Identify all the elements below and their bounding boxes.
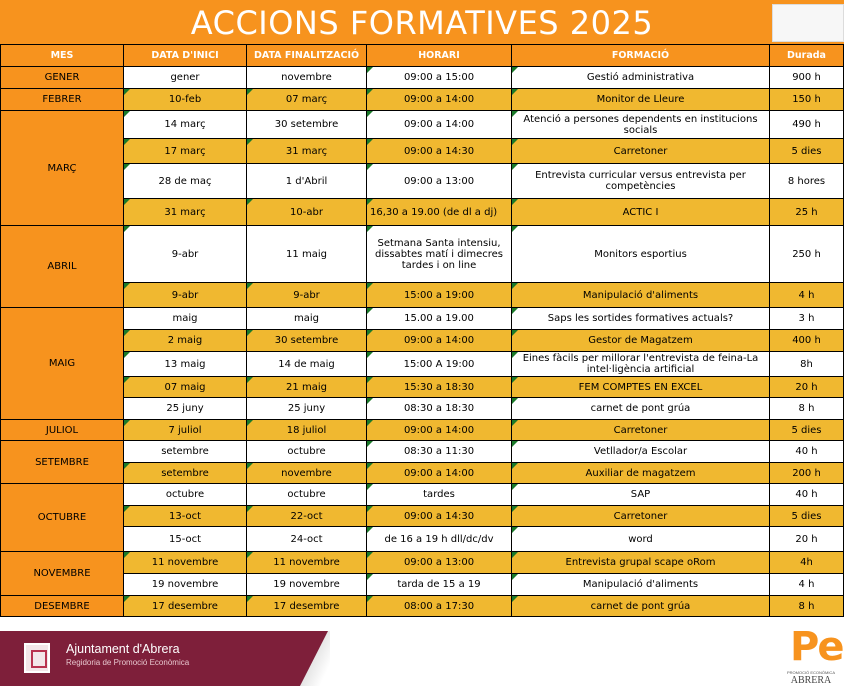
header-formacio: FORMACIÓ (512, 45, 770, 67)
table-row (1, 111, 844, 139)
start-date: 9-abr (124, 283, 247, 308)
schedule: 09:00 a 14:00 (367, 330, 512, 352)
coat-of-arms-icon (24, 643, 50, 673)
duration: 8 h (770, 596, 844, 617)
logo-city: ABRERA (790, 675, 832, 686)
schedule: 09:00 a 14:00 (367, 89, 512, 111)
month-label: MARÇ (1, 111, 124, 226)
duration: 4h (770, 552, 844, 574)
course-name: FEM COMPTES EN EXCEL (512, 377, 770, 398)
table-row (1, 377, 844, 398)
duration: 900 h (770, 67, 844, 89)
month-label: NOVEMBRE (1, 552, 124, 596)
course-name: Carretoner (512, 139, 770, 164)
logo-subtitle: PROMOCIÓ ECONÒMICA (786, 670, 835, 675)
table-row (1, 308, 844, 330)
schedule: tardes (367, 484, 512, 506)
schedule: 15:30 a 18:30 (367, 377, 512, 398)
duration: 3 h (770, 308, 844, 330)
start-date: 15-oct (124, 527, 247, 552)
start-date: setembre (124, 463, 247, 484)
table-row (1, 330, 844, 352)
end-date: 17 desembre (247, 596, 367, 617)
schedule: 08:00 a 17:30 (367, 596, 512, 617)
organization-name: Ajuntament d'Abrera (66, 642, 180, 656)
end-date: 24-oct (247, 527, 367, 552)
start-date: 25 juny (124, 398, 247, 420)
footer-banner-tip (300, 631, 328, 686)
month-label: JULIOL (1, 420, 124, 441)
table-row (1, 420, 844, 441)
start-date: setembre (124, 441, 247, 463)
header-data-finalitzacio: DATA FINALITZACIÓ (247, 45, 367, 67)
schedule: 09:00 a 15:00 (367, 67, 512, 89)
schedule: 09:00 a 14:00 (367, 463, 512, 484)
schedule: 09:00 a 13:00 (367, 164, 512, 199)
end-date: 22-oct (247, 506, 367, 527)
month-label: ABRIL (1, 226, 124, 308)
course-name: SAP (512, 484, 770, 506)
start-date: 28 de maç (124, 164, 247, 199)
month-label: FEBRER (1, 89, 124, 111)
start-date: 07 maig (124, 377, 247, 398)
start-date: 19 novembre (124, 574, 247, 596)
start-date: 11 novembre (124, 552, 247, 574)
header-mes: MES (1, 45, 124, 67)
start-date: 9-abr (124, 226, 247, 283)
end-date: maig (247, 308, 367, 330)
table-row (1, 283, 844, 308)
start-date: 13 maig (124, 352, 247, 377)
end-date: octubre (247, 441, 367, 463)
schedule: de 16 a 19 h dll/dc/dv (367, 527, 512, 552)
duration: 20 h (770, 377, 844, 398)
table-row (1, 463, 844, 484)
schedule: 09:00 a 13:00 (367, 552, 512, 574)
end-date: 30 setembre (247, 330, 367, 352)
duration: 8 hores (770, 164, 844, 199)
table-row (1, 67, 844, 89)
course-name: word (512, 527, 770, 552)
schedule: 08:30 a 18:30 (367, 398, 512, 420)
schedule: 09:00 a 14:30 (367, 139, 512, 164)
course-name: Entrevista grupal scape oRom (512, 552, 770, 574)
duration: 8h (770, 352, 844, 377)
course-name: Monitor de Lleure (512, 89, 770, 111)
duration: 250 h (770, 226, 844, 283)
month-label: SETEMBRE (1, 441, 124, 484)
end-date: octubre (247, 484, 367, 506)
end-date: novembre (247, 463, 367, 484)
end-date: 18 juliol (247, 420, 367, 441)
promocio-economica-logo: Pe (790, 624, 843, 670)
duration: 150 h (770, 89, 844, 111)
course-name: Monitors esportius (512, 226, 770, 283)
schedule: 09:00 a 14:00 (367, 111, 512, 139)
table-row (1, 441, 844, 463)
schedule: 15.00 a 19.00 (367, 308, 512, 330)
end-date: 1 d'Abril (247, 164, 367, 199)
course-name: Entrevista curricular versus entrevista per competències (512, 164, 770, 199)
duration: 5 dies (770, 139, 844, 164)
start-date: 13-oct (124, 506, 247, 527)
end-date: 19 novembre (247, 574, 367, 596)
duration: 490 h (770, 111, 844, 139)
table-row (1, 352, 844, 377)
page-title: ACCIONS FORMATIVES 2025 (190, 4, 654, 42)
course-name: Gestor de Magatzem (512, 330, 770, 352)
course-name: Atenció a persones dependents en institucions socials (512, 111, 770, 139)
end-date: 14 de maig (247, 352, 367, 377)
course-name: carnet de pont grúa (512, 596, 770, 617)
duration: 40 h (770, 484, 844, 506)
end-date: 11 maig (247, 226, 367, 283)
end-date: 25 juny (247, 398, 367, 420)
duration: 4 h (770, 574, 844, 596)
start-date: 14 març (124, 111, 247, 139)
end-date: 9-abr (247, 283, 367, 308)
start-date: maig (124, 308, 247, 330)
schedule: 09:00 a 14:00 (367, 420, 512, 441)
end-date: novembre (247, 67, 367, 89)
table-row (1, 398, 844, 420)
header-logo-placeholder (772, 4, 844, 42)
month-label: OCTUBRE (1, 484, 124, 552)
month-label: GENER (1, 67, 124, 89)
start-date: 10-feb (124, 89, 247, 111)
schedule: Setmana Santa intensiu, dissabtes matí i dimecres tardes i on line (367, 226, 512, 283)
table-row (1, 506, 844, 527)
start-date: 7 juliol (124, 420, 247, 441)
month-label: DESEMBRE (1, 596, 124, 617)
schedule: 15:00 a 19:00 (367, 283, 512, 308)
start-date: octubre (124, 484, 247, 506)
table-row (1, 527, 844, 552)
start-date: 31 març (124, 199, 247, 226)
duration: 5 dies (770, 420, 844, 441)
schedule: 08:30 a 11:30 (367, 441, 512, 463)
training-schedule-table (0, 44, 844, 617)
duration: 4 h (770, 283, 844, 308)
schedule: 15:00 A 19:00 (367, 352, 512, 377)
table-row (1, 164, 844, 199)
table-row (1, 89, 844, 111)
table-row (1, 552, 844, 574)
course-name: Manipulació d'aliments (512, 574, 770, 596)
course-name: Carretoner (512, 506, 770, 527)
schedule: tarda de 15 a 19 (367, 574, 512, 596)
start-date: 17 desembre (124, 596, 247, 617)
duration: 40 h (770, 441, 844, 463)
end-date: 21 maig (247, 377, 367, 398)
start-date: gener (124, 67, 247, 89)
table-row (1, 226, 844, 283)
duration: 5 dies (770, 506, 844, 527)
table-row (1, 484, 844, 506)
course-name: Gestió administrativa (512, 67, 770, 89)
course-name: Vetllador/a Escolar (512, 441, 770, 463)
schedule: 09:00 a 14:30 (367, 506, 512, 527)
duration: 8 h (770, 398, 844, 420)
course-name: ACTIC I (512, 199, 770, 226)
table-row (1, 574, 844, 596)
course-name: Manipulació d'aliments (512, 283, 770, 308)
course-name: Carretoner (512, 420, 770, 441)
table-header-row (1, 45, 844, 67)
department-name: Regidoria de Promoció Econòmica (66, 658, 190, 667)
table-row (1, 199, 844, 226)
end-date: 10-abr (247, 199, 367, 226)
start-date: 17 març (124, 139, 247, 164)
duration: 25 h (770, 199, 844, 226)
course-name: Saps les sortides formatives actuals? (512, 308, 770, 330)
duration: 200 h (770, 463, 844, 484)
duration: 20 h (770, 527, 844, 552)
course-name: Auxiliar de magatzem (512, 463, 770, 484)
table-row (1, 139, 844, 164)
header-durada: Durada (770, 45, 844, 67)
start-date: 2 maig (124, 330, 247, 352)
duration: 400 h (770, 330, 844, 352)
schedule: 16,30 a 19.00 (de dl a dj) (367, 199, 512, 226)
course-name: Eines fàcils per millorar l'entrevista de feina-La intel·ligència artificial (512, 352, 770, 377)
month-label: MAIG (1, 308, 124, 420)
end-date: 30 setembre (247, 111, 367, 139)
header-data-inici: DATA D'INICI (124, 45, 247, 67)
end-date: 11 novembre (247, 552, 367, 574)
header-horari: HORARI (367, 45, 512, 67)
table-row (1, 596, 844, 617)
end-date: 07 març (247, 89, 367, 111)
course-name: carnet de pont grúa (512, 398, 770, 420)
end-date: 31 març (247, 139, 367, 164)
